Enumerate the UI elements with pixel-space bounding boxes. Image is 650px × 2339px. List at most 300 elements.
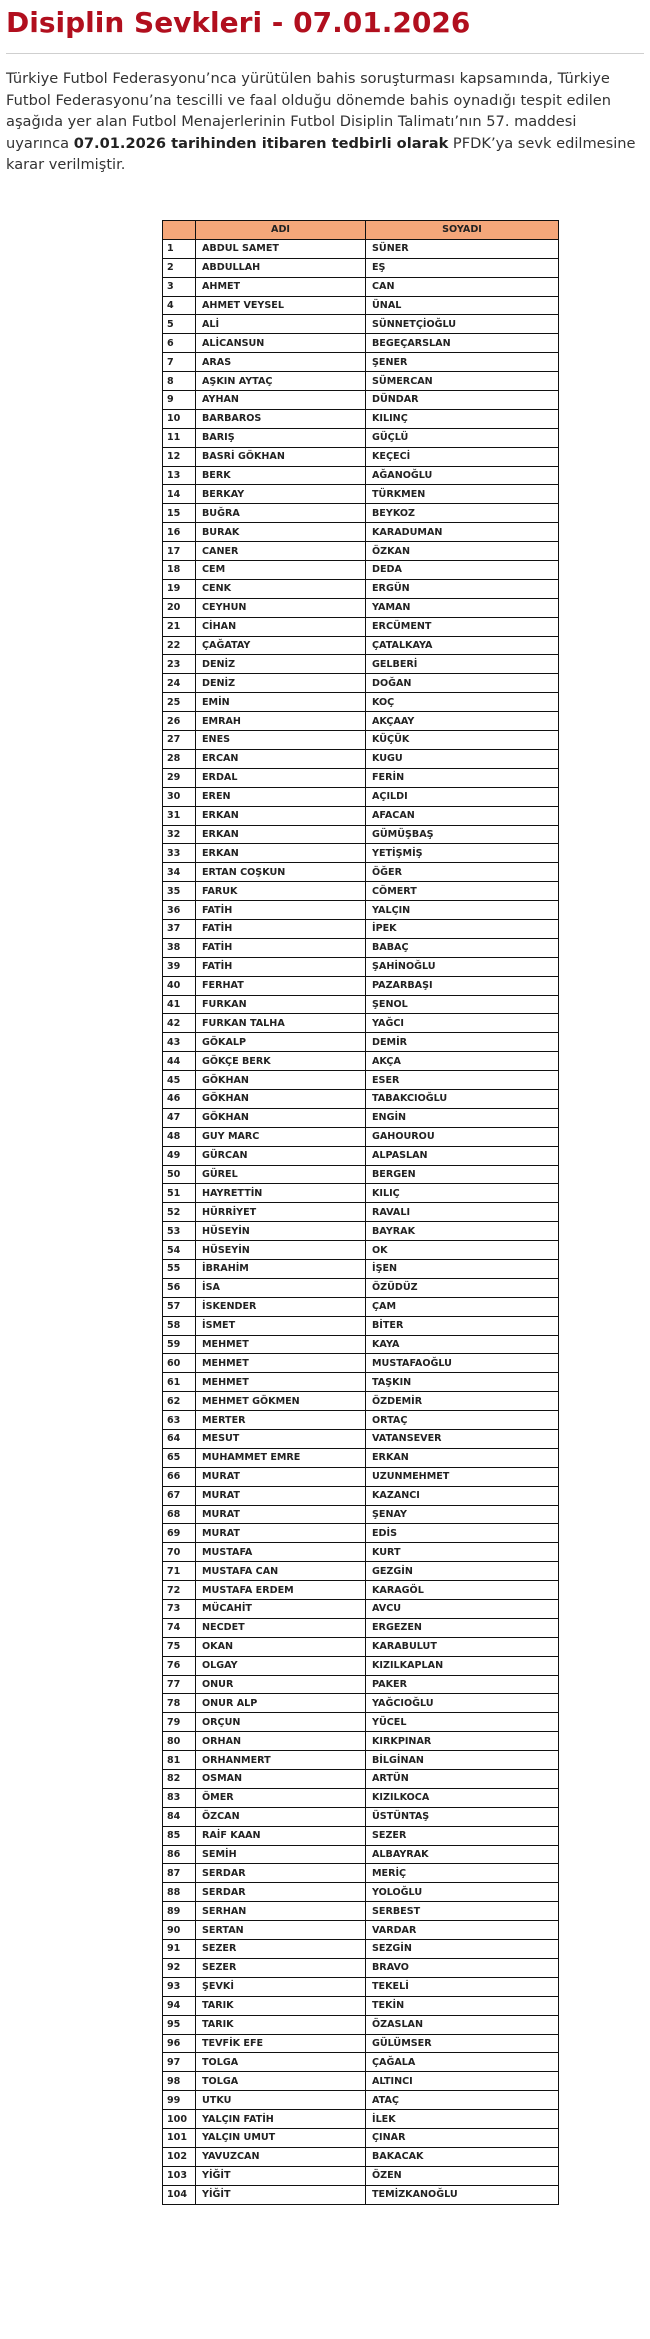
row-number: 76 xyxy=(163,1656,196,1675)
last-name: ORTAÇ xyxy=(366,1411,559,1430)
row-number: 81 xyxy=(163,1751,196,1770)
last-name: GAHOUROU xyxy=(366,1127,559,1146)
row-number: 6 xyxy=(163,334,196,353)
first-name: TOLGA xyxy=(196,2053,366,2072)
table-row xyxy=(163,938,559,957)
first-name: YALÇIN FATİH xyxy=(196,2110,366,2129)
referral-table xyxy=(162,220,559,2205)
row-number: 14 xyxy=(163,485,196,504)
table-row xyxy=(163,2185,559,2204)
row-number: 91 xyxy=(163,1940,196,1959)
table-row xyxy=(163,2128,559,2147)
first-name: İBRAHİM xyxy=(196,1259,366,1278)
last-name: GELBERİ xyxy=(366,655,559,674)
first-name: GÜRCAN xyxy=(196,1146,366,1165)
row-number: 71 xyxy=(163,1562,196,1581)
row-number: 52 xyxy=(163,1203,196,1222)
first-name: GÖKHAN xyxy=(196,1108,366,1127)
table-row xyxy=(163,1033,559,1052)
row-number: 9 xyxy=(163,391,196,410)
first-name: MEHMET xyxy=(196,1354,366,1373)
first-name: ORHANMERT xyxy=(196,1751,366,1770)
row-number: 69 xyxy=(163,1524,196,1543)
first-name: İSA xyxy=(196,1278,366,1297)
last-name: ÖZEN xyxy=(366,2166,559,2185)
first-name: SERDAR xyxy=(196,1883,366,1902)
last-name: ÖĞER xyxy=(366,863,559,882)
row-number: 31 xyxy=(163,806,196,825)
last-name: KEÇECİ xyxy=(366,447,559,466)
row-number: 20 xyxy=(163,598,196,617)
row-number: 12 xyxy=(163,447,196,466)
last-name: ALTINCI xyxy=(366,2072,559,2091)
first-name: YALÇIN UMUT xyxy=(196,2128,366,2147)
first-name: AHMET xyxy=(196,277,366,296)
table-row xyxy=(163,1316,559,1335)
last-name: BERGEN xyxy=(366,1165,559,1184)
table-header-row xyxy=(163,221,559,240)
table-row xyxy=(163,1089,559,1108)
table-row xyxy=(163,1883,559,1902)
row-number: 62 xyxy=(163,1392,196,1411)
first-name: DENİZ xyxy=(196,674,366,693)
table-row xyxy=(163,655,559,674)
row-number: 44 xyxy=(163,1052,196,1071)
first-name: ONUR ALP xyxy=(196,1694,366,1713)
first-name: SEMİH xyxy=(196,1845,366,1864)
last-name: VATANSEVER xyxy=(366,1430,559,1449)
first-name: SERDAR xyxy=(196,1864,366,1883)
last-name: SÜNER xyxy=(366,239,559,258)
table-row xyxy=(163,882,559,901)
row-number: 1 xyxy=(163,239,196,258)
row-number: 82 xyxy=(163,1770,196,1789)
row-number: 70 xyxy=(163,1543,196,1562)
page-header xyxy=(0,0,650,54)
first-name: GUY MARC xyxy=(196,1127,366,1146)
intro-bold-text: 07.01.2026 tarihinden itibaren tedbirli olarak xyxy=(73,134,449,152)
row-number: 36 xyxy=(163,901,196,920)
last-name: CAN xyxy=(366,277,559,296)
table-row xyxy=(163,2147,559,2166)
row-number: 43 xyxy=(163,1033,196,1052)
last-name: KUGU xyxy=(366,749,559,768)
last-name: MERİÇ xyxy=(366,1864,559,1883)
row-number: 87 xyxy=(163,1864,196,1883)
table-row xyxy=(163,1977,559,1996)
first-name: ALİCANSUN xyxy=(196,334,366,353)
first-name: TARIK xyxy=(196,2015,366,2034)
row-number: 13 xyxy=(163,466,196,485)
last-name: TEKİN xyxy=(366,1996,559,2015)
row-number: 61 xyxy=(163,1373,196,1392)
last-name: MUSTAFAOĞLU xyxy=(366,1354,559,1373)
row-number: 56 xyxy=(163,1278,196,1297)
last-name: SEZGİN xyxy=(366,1940,559,1959)
table-row xyxy=(163,1505,559,1524)
last-name: TÜRKMEN xyxy=(366,485,559,504)
table-row xyxy=(163,1203,559,1222)
row-number: 18 xyxy=(163,561,196,580)
row-number: 25 xyxy=(163,693,196,712)
row-number: 73 xyxy=(163,1600,196,1619)
table-row xyxy=(163,1996,559,2015)
first-name: GÖKALP xyxy=(196,1033,366,1052)
first-name: BERK xyxy=(196,466,366,485)
last-name: ESER xyxy=(366,1071,559,1090)
table-row xyxy=(163,353,559,372)
table-row xyxy=(163,768,559,787)
last-name: AKÇAAY xyxy=(366,712,559,731)
first-name: GÖKHAN xyxy=(196,1089,366,1108)
table-row xyxy=(163,1940,559,1959)
first-name: EMİN xyxy=(196,693,366,712)
table-row xyxy=(163,258,559,277)
first-name: YİĞİT xyxy=(196,2166,366,2185)
row-number: 3 xyxy=(163,277,196,296)
row-number: 96 xyxy=(163,2034,196,2053)
row-number: 66 xyxy=(163,1467,196,1486)
row-number: 102 xyxy=(163,2147,196,2166)
first-name: MÜCAHİT xyxy=(196,1600,366,1619)
first-name: ÖZCAN xyxy=(196,1807,366,1826)
first-name: ERKAN xyxy=(196,844,366,863)
last-name: YAĞCIOĞLU xyxy=(366,1694,559,1713)
table-row xyxy=(163,1259,559,1278)
last-name: TEMİZKANOĞLU xyxy=(366,2185,559,2204)
table-row xyxy=(163,1675,559,1694)
last-name: ÖZDEMİR xyxy=(366,1392,559,1411)
row-number: 93 xyxy=(163,1977,196,1996)
first-name: UTKU xyxy=(196,2091,366,2110)
row-number: 55 xyxy=(163,1259,196,1278)
last-name: BAKACAK xyxy=(366,2147,559,2166)
first-name: ÇAĞATAY xyxy=(196,636,366,655)
last-name: KAYA xyxy=(366,1335,559,1354)
first-name: HÜSEYİN xyxy=(196,1241,366,1260)
last-name: BABAÇ xyxy=(366,938,559,957)
last-name: ÇAM xyxy=(366,1297,559,1316)
last-name: AÇILDI xyxy=(366,787,559,806)
first-name: FATİH xyxy=(196,919,366,938)
table-row xyxy=(163,787,559,806)
table-row xyxy=(163,1807,559,1826)
table-row xyxy=(163,863,559,882)
table-row xyxy=(163,1222,559,1241)
first-name: ERKAN xyxy=(196,806,366,825)
last-name: KIZILKOCA xyxy=(366,1788,559,1807)
row-number: 19 xyxy=(163,579,196,598)
last-name: BEGEÇARSLAN xyxy=(366,334,559,353)
table-row xyxy=(163,504,559,523)
first-name: MESUT xyxy=(196,1430,366,1449)
row-number: 47 xyxy=(163,1108,196,1127)
last-name: DEDA xyxy=(366,561,559,580)
row-number: 29 xyxy=(163,768,196,787)
last-name: GÜLÜMSER xyxy=(366,2034,559,2053)
first-name: GÜREL xyxy=(196,1165,366,1184)
first-name: BASRİ GÖKHAN xyxy=(196,447,366,466)
first-name: ALİ xyxy=(196,315,366,334)
table-row xyxy=(163,1845,559,1864)
row-number: 24 xyxy=(163,674,196,693)
last-name: ÇINAR xyxy=(366,2128,559,2147)
first-name: ORHAN xyxy=(196,1732,366,1751)
last-name: KIRKPINAR xyxy=(366,1732,559,1751)
first-name: FERHAT xyxy=(196,976,366,995)
row-number: 45 xyxy=(163,1071,196,1090)
row-number: 74 xyxy=(163,1618,196,1637)
last-name: KOÇ xyxy=(366,693,559,712)
last-name: İLEK xyxy=(366,2110,559,2129)
row-number: 79 xyxy=(163,1713,196,1732)
row-number: 39 xyxy=(163,957,196,976)
last-name: ERKAN xyxy=(366,1448,559,1467)
table-row xyxy=(163,296,559,315)
row-number: 83 xyxy=(163,1788,196,1807)
first-name: MURAT xyxy=(196,1524,366,1543)
row-number: 27 xyxy=(163,731,196,750)
row-number: 104 xyxy=(163,2185,196,2204)
last-name: GEZGİN xyxy=(366,1562,559,1581)
column-header-ad: ADI xyxy=(196,221,366,240)
first-name: MURAT xyxy=(196,1505,366,1524)
row-number: 60 xyxy=(163,1354,196,1373)
last-name: AVCU xyxy=(366,1600,559,1619)
first-name: CENK xyxy=(196,579,366,598)
first-name: ABDULLAH xyxy=(196,258,366,277)
table-row xyxy=(163,1430,559,1449)
table-row xyxy=(163,372,559,391)
row-number: 48 xyxy=(163,1127,196,1146)
last-name: İŞEN xyxy=(366,1259,559,1278)
table-row xyxy=(163,409,559,428)
last-name: ERGEZEN xyxy=(366,1618,559,1637)
row-number: 42 xyxy=(163,1014,196,1033)
first-name: İSMET xyxy=(196,1316,366,1335)
first-name: BUĞRA xyxy=(196,504,366,523)
first-name: MERTER xyxy=(196,1411,366,1430)
first-name: AHMET VEYSEL xyxy=(196,296,366,315)
first-name: FARUK xyxy=(196,882,366,901)
row-number: 10 xyxy=(163,409,196,428)
first-name: TOLGA xyxy=(196,2072,366,2091)
first-name: MURAT xyxy=(196,1486,366,1505)
table-body xyxy=(163,239,559,2204)
table-row xyxy=(163,1524,559,1543)
last-name: ŞENOL xyxy=(366,995,559,1014)
first-name: MURAT xyxy=(196,1467,366,1486)
first-name: FURKAN TALHA xyxy=(196,1014,366,1033)
first-name: ENES xyxy=(196,731,366,750)
table-row xyxy=(163,2166,559,2185)
last-name: ARTÜN xyxy=(366,1770,559,1789)
first-name: GÖKHAN xyxy=(196,1071,366,1090)
first-name: FURKAN xyxy=(196,995,366,1014)
row-number: 26 xyxy=(163,712,196,731)
first-name: AŞKIN AYTAÇ xyxy=(196,372,366,391)
row-number: 8 xyxy=(163,372,196,391)
first-name: BARBAROS xyxy=(196,409,366,428)
table-row xyxy=(163,542,559,561)
first-name: İSKENDER xyxy=(196,1297,366,1316)
last-name: KIZILKAPLAN xyxy=(366,1656,559,1675)
row-number: 63 xyxy=(163,1411,196,1430)
table-row xyxy=(163,579,559,598)
table-row xyxy=(163,712,559,731)
table-row xyxy=(163,1127,559,1146)
last-name: AKÇA xyxy=(366,1052,559,1071)
table-row xyxy=(163,995,559,1014)
row-number: 100 xyxy=(163,2110,196,2129)
row-number: 11 xyxy=(163,428,196,447)
first-name: TARIK xyxy=(196,1996,366,2015)
first-name: FATİH xyxy=(196,957,366,976)
last-name: YAĞCI xyxy=(366,1014,559,1033)
table-row xyxy=(163,901,559,920)
last-name: ÜNAL xyxy=(366,296,559,315)
last-name: KARAGÖL xyxy=(366,1581,559,1600)
row-number: 68 xyxy=(163,1505,196,1524)
first-name: ERKAN xyxy=(196,825,366,844)
intro-end-text: PFDK’ya sevk edilmesine karar verilmiştir. xyxy=(6,134,636,173)
row-number: 72 xyxy=(163,1581,196,1600)
first-name: ABDUL SAMET xyxy=(196,239,366,258)
first-name: MUHAMMET EMRE xyxy=(196,1448,366,1467)
row-number: 90 xyxy=(163,1921,196,1940)
row-number: 2 xyxy=(163,258,196,277)
row-number: 32 xyxy=(163,825,196,844)
last-name: KILIÇ xyxy=(366,1184,559,1203)
first-name: CEM xyxy=(196,561,366,580)
table-row xyxy=(163,1165,559,1184)
row-number: 4 xyxy=(163,296,196,315)
last-name: OK xyxy=(366,1241,559,1260)
last-name: TABAKCIOĞLU xyxy=(366,1089,559,1108)
table-row xyxy=(163,1354,559,1373)
last-name: SÜMERCAN xyxy=(366,372,559,391)
table-row xyxy=(163,617,559,636)
row-number: 51 xyxy=(163,1184,196,1203)
table-row xyxy=(163,1618,559,1637)
row-number: 94 xyxy=(163,1996,196,2015)
first-name: EREN xyxy=(196,787,366,806)
table-row xyxy=(163,2015,559,2034)
row-number: 22 xyxy=(163,636,196,655)
last-name: DOĞAN xyxy=(366,674,559,693)
first-name: ÖMER xyxy=(196,1788,366,1807)
last-name: ÜSTÜNTAŞ xyxy=(366,1807,559,1826)
table-row xyxy=(163,2072,559,2091)
last-name: FERİN xyxy=(366,768,559,787)
intro-paragraph xyxy=(0,54,644,176)
row-number: 92 xyxy=(163,1958,196,1977)
first-name: FATİH xyxy=(196,938,366,957)
last-name: ALBAYRAK xyxy=(366,1845,559,1864)
table-row xyxy=(163,2091,559,2110)
first-name: CEYHUN xyxy=(196,598,366,617)
table-row xyxy=(163,1864,559,1883)
table-row xyxy=(163,1732,559,1751)
row-number: 88 xyxy=(163,1883,196,1902)
last-name: BİTER xyxy=(366,1316,559,1335)
row-number: 65 xyxy=(163,1448,196,1467)
last-name: ŞENAY xyxy=(366,1505,559,1524)
row-number: 49 xyxy=(163,1146,196,1165)
table-row xyxy=(163,825,559,844)
last-name: GÜÇLÜ xyxy=(366,428,559,447)
row-number: 33 xyxy=(163,844,196,863)
row-number: 50 xyxy=(163,1165,196,1184)
row-number: 5 xyxy=(163,315,196,334)
last-name: TEKELİ xyxy=(366,1977,559,1996)
table-row xyxy=(163,731,559,750)
last-name: AFACAN xyxy=(366,806,559,825)
last-name: ATAÇ xyxy=(366,2091,559,2110)
table-row xyxy=(163,1297,559,1316)
first-name: NECDET xyxy=(196,1618,366,1637)
table-row xyxy=(163,976,559,995)
table-row xyxy=(163,485,559,504)
table-row xyxy=(163,428,559,447)
first-name: BARIŞ xyxy=(196,428,366,447)
table-row xyxy=(163,598,559,617)
first-name: ARAS xyxy=(196,353,366,372)
first-name: BERKAY xyxy=(196,485,366,504)
first-name: CİHAN xyxy=(196,617,366,636)
row-number: 7 xyxy=(163,353,196,372)
last-name: ÖZASLAN xyxy=(366,2015,559,2034)
row-number: 35 xyxy=(163,882,196,901)
first-name: MUSTAFA CAN xyxy=(196,1562,366,1581)
last-name: SÜNNETÇİOĞLU xyxy=(366,315,559,334)
row-number: 57 xyxy=(163,1297,196,1316)
last-name: DÜNDAR xyxy=(366,391,559,410)
table-row xyxy=(163,1751,559,1770)
row-number: 97 xyxy=(163,2053,196,2072)
table-row xyxy=(163,277,559,296)
last-name: YOLOĞLU xyxy=(366,1883,559,1902)
first-name: ERCAN xyxy=(196,749,366,768)
row-number: 58 xyxy=(163,1316,196,1335)
first-name: SERHAN xyxy=(196,1902,366,1921)
row-number: 85 xyxy=(163,1826,196,1845)
column-header-no xyxy=(163,221,196,240)
first-name: HÜSEYİN xyxy=(196,1222,366,1241)
table-row xyxy=(163,1543,559,1562)
table-row xyxy=(163,1826,559,1845)
table-row xyxy=(163,806,559,825)
last-name: KURT xyxy=(366,1543,559,1562)
table-row xyxy=(163,1373,559,1392)
first-name: ERDAL xyxy=(196,768,366,787)
table-row xyxy=(163,1411,559,1430)
last-name: GÜMÜŞBAŞ xyxy=(366,825,559,844)
last-name: UZUNMEHMET xyxy=(366,1467,559,1486)
first-name: MUSTAFA ERDEM xyxy=(196,1581,366,1600)
row-number: 103 xyxy=(163,2166,196,2185)
first-name: GÖKÇE BERK xyxy=(196,1052,366,1071)
first-name: YİĞİT xyxy=(196,2185,366,2204)
table-row xyxy=(163,1958,559,1977)
table-row xyxy=(163,523,559,542)
table-row xyxy=(163,334,559,353)
last-name: KÜÇÜK xyxy=(366,731,559,750)
table-row xyxy=(163,2053,559,2072)
last-name: ÖZÜDÜZ xyxy=(366,1278,559,1297)
row-number: 34 xyxy=(163,863,196,882)
last-name: ERGÜN xyxy=(366,579,559,598)
